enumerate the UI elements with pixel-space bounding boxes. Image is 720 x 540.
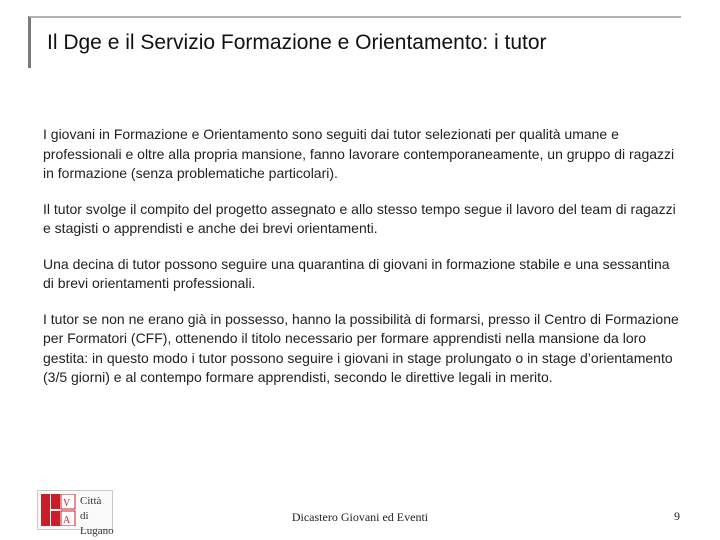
footer-department: Dicastero Giovani ed Eventi [291, 510, 429, 524]
paragraph: Il tutor svolge il compito del progetto assegnato e allo stesso tempo segue il lavoro del team di ragazzi e stagisti o apprendisti e anche dei brevi orientamenti. [43, 200, 676, 236]
coat-of-arms-icon [41, 494, 77, 526]
svg-text:A: A [63, 515, 71, 526]
logo-text: Città di Lugano [80, 495, 114, 537]
slide-title: Il Dge e il Servizio Formazione e Orientamento: i tutor [47, 31, 547, 54]
slide-body [43, 125, 683, 404]
paragraph: I tutor se non ne erano già in possesso, hanno la possibilità di formarsi, presso il Centro di Formazione per Formatori (CFF), ottenendo il titolo necessario per formare apprendisti nella mansione da loro gestita: in questo modo i tutor possono seguire i giovani in stage prolungato o in stage d’orientamento (3/5 giorni) e al contempo formare apprendisti, secondo le direttive legali in merito. [43, 310, 679, 385]
page-number: 9 [674, 509, 680, 523]
title-frame [28, 16, 681, 68]
paragraph: Una decina di tutor possono seguire una quarantina di giovani in formazione stabile e una sessantina di brevi orientamenti professionali. [43, 255, 670, 291]
paragraph: I giovani in Formazione e Orientamento sono seguiti dai tutor selezionati per qualità umane e professionali e oltre alla propria mansione, fanno lavorare contemporaneamente, un gruppo di ragazzi in formazione (senza problematiche particolari). [43, 126, 675, 181]
svg-text:V: V [63, 498, 71, 509]
citta-di-lugano-logo [37, 490, 114, 537]
